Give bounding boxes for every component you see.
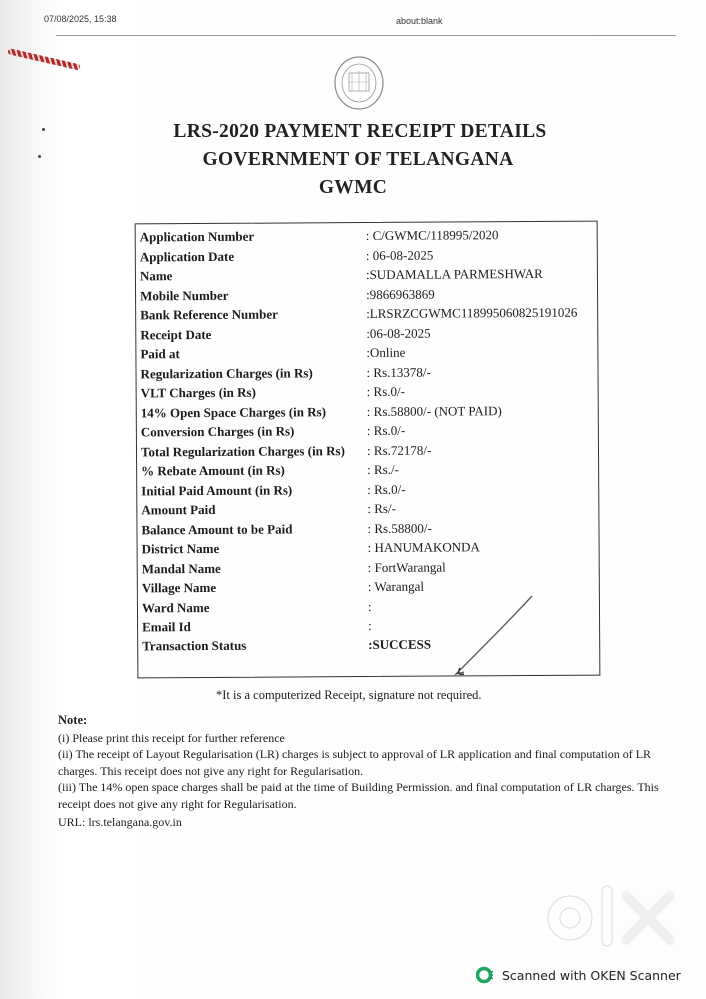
field-label: Balance Amount to be Paid xyxy=(141,521,293,538)
field-vlt-charges xyxy=(141,383,599,405)
url-line: URL: lrs.telangana.gov.in xyxy=(58,815,182,829)
title-line-2: GOVERNMENT OF TELANGANA xyxy=(202,149,514,170)
print-url: about:blank xyxy=(396,16,443,26)
field-label: Application Date xyxy=(139,248,235,265)
field-value: : Rs/- xyxy=(367,500,396,517)
field-value: : HANUMAKONDA xyxy=(367,539,480,556)
field-paid-at xyxy=(140,344,598,366)
notes-section xyxy=(58,712,698,831)
field-label: Bank Reference Number xyxy=(140,306,278,323)
field-label: VLT Charges (in Rs) xyxy=(140,384,256,401)
field-value: : Rs.58800/- (NOT PAID) xyxy=(366,403,502,420)
field-rebate-amount xyxy=(141,461,599,483)
field-value: : Rs./- xyxy=(367,461,399,478)
field-label: District Name xyxy=(141,540,220,557)
notes-title: Note: xyxy=(58,713,88,727)
computerized-receipt-note: *It is a computerized Receipt, signature not required. xyxy=(216,688,482,702)
field-amount-paid xyxy=(141,500,599,522)
field-label: Mandal Name xyxy=(141,560,221,577)
field-application-number xyxy=(140,227,598,249)
pen-stroke-mark xyxy=(450,590,540,680)
field-value: : FortWarangal xyxy=(367,559,446,576)
oken-scanner-logo-icon xyxy=(476,966,494,984)
telangana-seal-icon xyxy=(333,55,385,111)
note-item: (iii) The 14% open space charges shall be paid at the time of Building Permission. and final computation of LR charges. This receipt does not give any right for Regularisation. xyxy=(58,780,659,811)
field-value: : xyxy=(367,598,372,614)
field-value: : 06-08-2025 xyxy=(365,247,434,264)
field-value: : Rs.0/- xyxy=(366,383,405,400)
field-label: Paid at xyxy=(140,346,180,362)
field-label: % Rebate Amount (in Rs) xyxy=(141,462,285,479)
field-value: : Rs.58800/- xyxy=(367,520,432,537)
field-label: Amount Paid xyxy=(141,501,216,518)
field-value: :06-08-2025 xyxy=(366,325,431,342)
field-conversion-charges xyxy=(141,422,599,444)
field-value: : Rs.0/- xyxy=(367,481,406,498)
field-label: 14% Open Space Charges (in Rs) xyxy=(140,404,327,421)
note-item: (i) Please print this receipt for further reference xyxy=(58,730,285,745)
field-bank-reference-number xyxy=(140,305,598,327)
field-label: Email Id xyxy=(142,619,191,635)
title-line-3: GWMC xyxy=(318,177,388,198)
field-label: Receipt Date xyxy=(140,326,212,343)
field-label: Transaction Status xyxy=(142,637,247,654)
field-label: Regularization Charges (in Rs) xyxy=(140,365,313,382)
field-value: : Rs.13378/- xyxy=(366,364,431,381)
field-label: Village Name xyxy=(141,579,217,596)
field-value: :LRSRZCGWMC118995060825191026 xyxy=(366,304,578,322)
red-thread xyxy=(7,48,80,70)
document-title xyxy=(0,118,706,202)
field-value: :9866963869 xyxy=(366,286,435,303)
field-name xyxy=(140,266,598,288)
field-label: Application Number xyxy=(139,228,255,245)
scanner-label: Scanned with OKEN Scanner xyxy=(502,967,681,983)
field-label: Name xyxy=(139,268,173,284)
scanner-badge xyxy=(476,966,681,984)
field-label: Mobile Number xyxy=(140,287,229,304)
print-timestamp: 07/08/2025, 15:38 xyxy=(44,14,117,24)
field-value: : Rs.0/- xyxy=(366,422,406,439)
field-label: Conversion Charges (in Rs) xyxy=(140,423,295,440)
field-label: Total Regularization Charges (in Rs) xyxy=(140,443,345,460)
transaction-status-value: :SUCCESS xyxy=(368,636,432,652)
field-value: : xyxy=(368,617,372,633)
header-rule xyxy=(56,35,676,36)
note-item: (ii) The receipt of Layout Regularisation (LR) charges is subject to approval of LR application and final computation of LR charges. This receipt does not give any right for Regularisation. xyxy=(58,747,652,778)
field-value: :Online xyxy=(366,344,406,361)
field-value: : C/GWMC/118995/2020 xyxy=(365,227,499,244)
field-value: : Rs.72178/- xyxy=(366,442,432,459)
field-value: :SUDAMALLA PARMESHWAR xyxy=(365,265,543,283)
field-district-name xyxy=(142,539,600,561)
field-label: Ward Name xyxy=(141,599,210,616)
field-label: Initial Paid Amount (in Rs) xyxy=(141,482,293,499)
olx-watermark-icon xyxy=(540,880,690,960)
title-line-1: LRS-2020 PAYMENT RECEIPT DETAILS xyxy=(173,121,547,142)
field-value: : Warangal xyxy=(367,578,424,595)
